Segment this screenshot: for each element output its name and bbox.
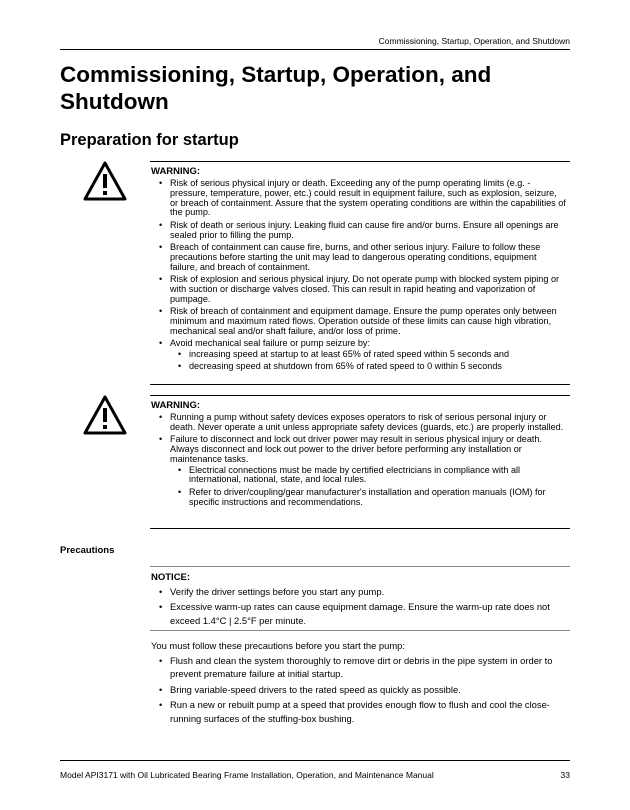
list-item-text: Failure to disconnect and lock out driver power may result in serious physical injury or death. Always disconnect and lock out power to the driver before performing any installation or maintenance tasks. bbox=[170, 434, 543, 464]
footer-rule bbox=[60, 760, 570, 761]
header-rule bbox=[60, 49, 570, 50]
list-item: • Excessive warm-up rates can cause equipment damage. Ensure the warm-up rate does not exceed 1.4°C | 2.5°F per minute. bbox=[151, 600, 566, 627]
warning1-label: WARNING: bbox=[151, 166, 201, 177]
list-item bbox=[151, 435, 566, 507]
list-item bbox=[151, 339, 566, 372]
list-item: • Risk of explosion and serious physical injury. Do not operate pump with blocked system piping or with suction or discharge valves closed. This can result in rapid heating and vaporization of pumpage. bbox=[151, 275, 566, 304]
sub-list-item: • Refer to driver/coupling/gear manufacturer's installation and operation manuals (IOM) for specific instructions and recommendations. bbox=[170, 488, 566, 508]
list-item: • Risk of serious physical injury or death. Exceeding any of the pump operating limits (e.g. - pressure, temperature, power, etc.) could result in equipment failure, such as explosion, seizure, or breach of containment. Assure that the system operating conditions are within the capabilities of the pump. bbox=[151, 179, 566, 218]
precautions-list bbox=[151, 654, 566, 727]
warning2-sublist bbox=[170, 466, 566, 508]
footer-manual-title: Model API3171 with Oil Lubricated Bearing Frame Installation, Operation, and Maintenance Manual bbox=[60, 770, 434, 780]
list-item: • Run a new or rebuilt pump at a speed that provides enough flow to flush and cool the close-running surfaces of the stuffing-box bushing. bbox=[151, 698, 566, 725]
list-item: • Flush and clean the system thoroughly to remove dirt or debris in the pipe system in order to prevent premature failure at initial startup. bbox=[151, 654, 566, 681]
notice-top-rule bbox=[150, 566, 570, 567]
sub-list-item: • increasing speed at startup to at least 65% of rated speed within 5 seconds and bbox=[170, 350, 566, 360]
list-item: • Breach of containment can cause fire, burns, and other serious injury. Failure to follow these precautions before starting the unit may lead to dangerous operating conditions, equipment failure, and breach of containment. bbox=[151, 243, 566, 272]
warning2-top-rule bbox=[150, 395, 570, 396]
notice-label: NOTICE: bbox=[151, 572, 191, 583]
warning1-top-rule bbox=[150, 161, 570, 162]
warning2-list bbox=[151, 413, 566, 510]
warning1-bottom-rule bbox=[150, 384, 570, 385]
page-number: 33 bbox=[560, 770, 570, 780]
list-item: • Verify the driver settings before you start any pump. bbox=[151, 585, 566, 598]
list-item: • Risk of breach of containment and equipment damage. Ensure the pump operates only between minimum and maximum rated flows. Operation outside of these limits can cause high vibration, mechanical seal and/or shaft failure, and/or loss of prime. bbox=[151, 307, 566, 336]
page-title: Commissioning, Startup, Operation, and Shutdown bbox=[60, 62, 492, 114]
notice-bottom-rule bbox=[150, 630, 570, 631]
running-header: Commissioning, Startup, Operation, and Shutdown bbox=[378, 36, 570, 46]
warning1-list bbox=[151, 179, 566, 375]
sub-list-item: • decreasing speed at shutdown from 65% of rated speed to 0 within 5 seconds bbox=[170, 362, 566, 372]
list-item: • Risk of death or serious injury. Leaking fluid can cause fire and/or burns. Ensure all openings are sealed prior to filling the pump. bbox=[151, 221, 566, 241]
warning2-label: WARNING: bbox=[151, 400, 201, 411]
warning2-bottom-rule bbox=[150, 528, 570, 529]
sub-list-item: • Electrical connections must be made by certified electricians in compliance with all international, national, state, and local rules. bbox=[170, 466, 566, 486]
warning-triangle-icon bbox=[82, 394, 128, 436]
precautions-heading: Precautions bbox=[60, 545, 115, 556]
section-title: Preparation for startup bbox=[60, 131, 239, 149]
warning1-sublist bbox=[170, 350, 566, 372]
list-item-text: Avoid mechanical seal failure or pump seizure by: bbox=[170, 337, 370, 348]
notice-list bbox=[151, 585, 566, 629]
warning-triangle-icon bbox=[82, 160, 128, 202]
list-item: • Running a pump without safety devices exposes operators to risk of serious personal injury or death. Never operate a unit unless appropriate safety devices (guards, etc.) are properly installed. bbox=[151, 413, 566, 433]
precautions-intro: You must follow these precautions before you start the pump: bbox=[151, 640, 405, 651]
list-item: • Bring variable-speed drivers to the rated speed as quickly as possible. bbox=[151, 683, 566, 696]
